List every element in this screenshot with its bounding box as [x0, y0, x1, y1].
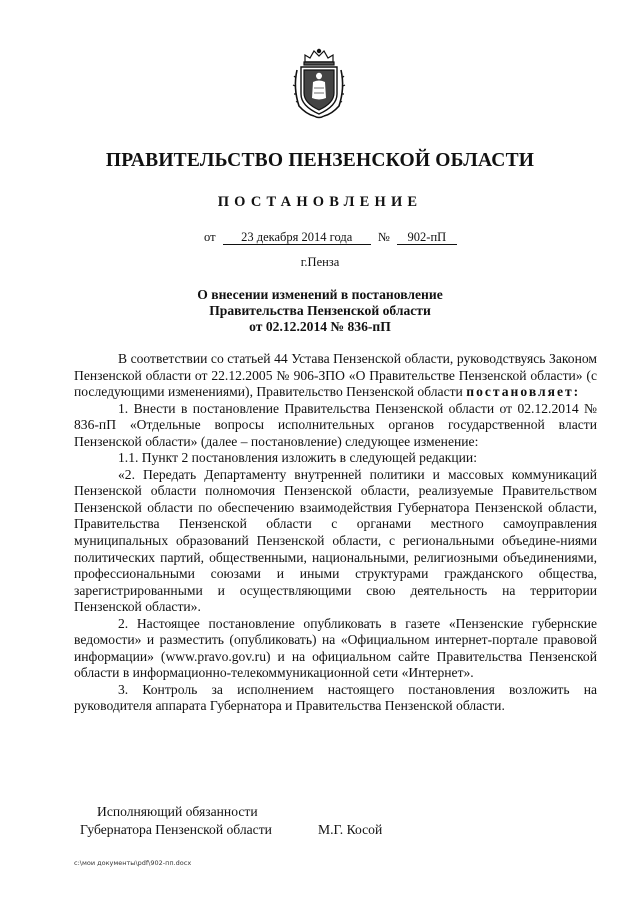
subject-line-1: О внесении изменений в постановление: [197, 287, 443, 302]
intro-text: В соответствии со статьей 44 Устава Пензенской области, руководствуясь Законом Пензенской области от 22.12.2005 № 906-ЗПО «О Правительстве Пензенской области» (с последующими изменениями), Правительство Пензенской области: [74, 351, 597, 400]
subject-line-2: Правительства Пензенской области: [209, 303, 431, 318]
subject-heading: [0, 287, 640, 335]
item-3: 3. Контроль за исполнением настоящего постановления возложить на руководителя аппарата Губернатора и Правительства Пензенской области.: [74, 681, 597, 714]
document-number: 902-пП: [397, 230, 457, 245]
item-1: 1. Внести в постановление Правительства Пензенской области от 02.12.2014 № 836-пП «Отдельные вопросы исполнительных органов государственной власти Пензенской области» (далее – постановление) следующее изменение:: [74, 400, 597, 449]
intro-paragraph: [74, 351, 597, 401]
document-body: [74, 351, 597, 715]
file-path: c:\мои документы\pdf\902-пп.docx: [74, 859, 192, 867]
resolves-word: постановляет:: [466, 384, 581, 400]
subject-line-3: от 02.12.2014 № 836-пП: [249, 319, 391, 334]
item-1-1: 1.1. Пункт 2 постановления изложить в следующей редакции:: [118, 450, 477, 466]
signatory-title-line-1: Исполняющий обязанности: [97, 804, 258, 819]
signatory-title-line-2: Губернатора Пензенской области: [80, 822, 272, 837]
date-number-line: [204, 230, 457, 245]
signatory-name: М.Г. Косой: [318, 822, 383, 837]
document-type: ПОСТАНОВЛЕНИЕ: [217, 194, 423, 210]
city: г.Пенза: [300, 255, 340, 269]
item-2: 2. Настоящее постановление опубликовать в газете «Пензенские губернские ведомости» и разместить (опубликовать) на «Официальном интернет-портале правовой информации» (www.pravo.gov.ru) и на официальном сайте Правительства Пензенской области в информационно-телекоммуникационной сети «Интернет».: [74, 615, 597, 681]
quoted-item-2: «2. Передать Департаменту внутренней политики и массовых коммуникаций Пензенской области полномочия Пензенской области, реализуемые Правительством Пензенской области по обеспечению взаимодействия Губернатора Пензенской области, Правительства Пензенской области с органами местного самоуправления муниципальных образований Пензенской области, с региональными объедине-ниями политических партий, общественными, национальными, религиозными объединениями, профессиональными союзами и иными структурами гражданского общества, зарегистрированными и осуществляющими свою деятельность на территории Пензенской области».: [74, 466, 597, 615]
number-sign: №: [377, 230, 390, 244]
date-prefix: от: [204, 230, 216, 244]
document-date: 23 декабря 2014 года: [223, 230, 371, 245]
penza-coat-of-arms-icon: [292, 48, 346, 120]
government-title: ПРАВИТЕЛЬСТВО ПЕНЗЕНСКОЙ ОБЛАСТИ: [105, 150, 535, 171]
